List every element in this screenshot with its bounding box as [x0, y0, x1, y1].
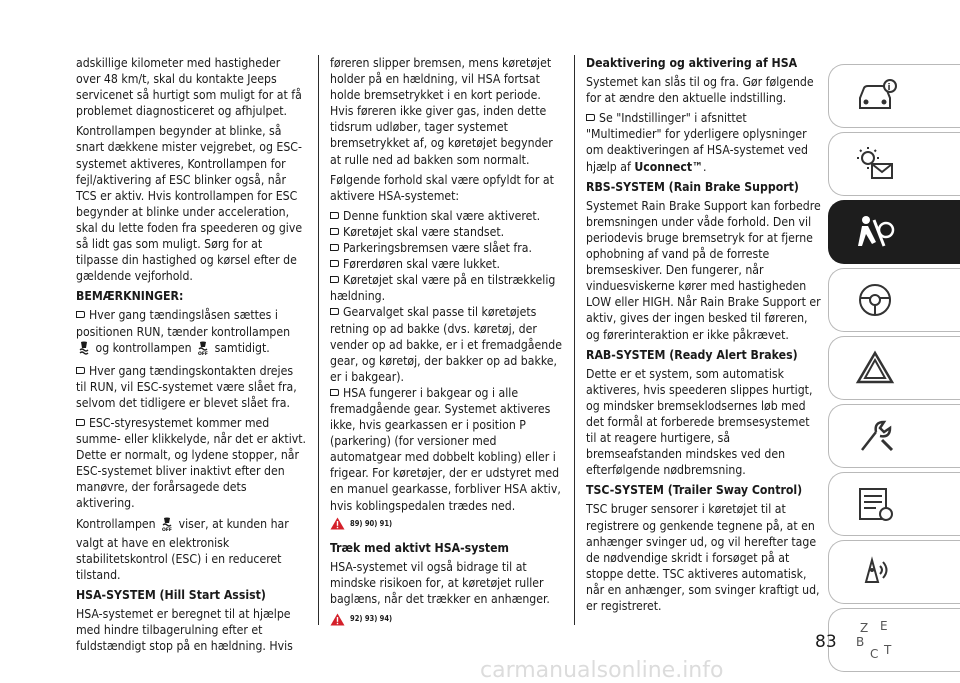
bullet-icon [76, 419, 85, 426]
paragraph: Følgende forhold skal være opfyldt for at aktivere HSA-systemet: [330, 172, 554, 203]
section-heading: TSC-SYSTEM (Trailer Sway Control) [586, 483, 803, 498]
paragraph: HSA-systemet er beregnet til at hjælpe med hindre tilbagerulning efter et fuldstændigt stop på en hældning. Hvis [76, 607, 293, 654]
bullet-item: Denne funktion skal være aktiveret. [330, 208, 562, 224]
chapter-tab-multimedia[interactable] [828, 540, 960, 604]
watermark: carmanualsonline.info [480, 658, 724, 683]
bullet-item: Køretøjet skal være standset. [330, 224, 562, 240]
text-column-1 [76, 55, 306, 658]
section-heading: HSA-SYSTEM (Hill Start Assist) [76, 587, 266, 602]
svg-text:OFF: OFF [162, 527, 173, 531]
safety-driver-airbag-icon [852, 212, 898, 252]
section-heading: Træk med aktivt HSA-system [330, 540, 509, 555]
bullet-item: Førerdøren skal være lukket. [330, 256, 562, 272]
warning-triangle-icon [330, 613, 345, 626]
bullet-icon [330, 389, 339, 396]
bullet-item: Køretøjet skal være på en tilstrækkelig hældning. [330, 273, 556, 304]
paragraph: Dette er et system, som automatisk aktiveres, hvis speederen slippes hurtigt, og mindsker bremseklodsernes løb med det formål at forberede bremsesystemet til at reagere hurtigere, så bremseafstanden mindskes ved den efterfølgende nødbremsning. [586, 366, 813, 478]
bullet-item: Se "Indstillinger" i afsnittet "Multimedier" for yderligere oplysninger om deaktiveringen af HSA-systemet ved hjælp af Uconnect™. [586, 111, 808, 174]
index-letter: T [883, 643, 891, 657]
bullet-icon [76, 367, 85, 374]
index-letter: B [855, 635, 864, 649]
index-letter: Z [859, 621, 868, 635]
paragraph: Systemet Rain Brake Support kan forbedre bremsningen under våde forhold. Den vil periodevis bruge bremsetryk for at fjerne ophobning af vand på de forreste bremseskiver. Den fungerer, når vinduesviskerne kører med hastigheden LOW eller HIGH. Når Rain Brake Support er aktiv, gives der ingen besked til føreren, og førerinteraktion er ikke påkrævet. [586, 198, 821, 342]
text-column-2 [330, 55, 562, 635]
index-letter: C [869, 647, 878, 661]
bullet-icon [330, 212, 339, 219]
bullet-icon [586, 114, 595, 121]
column-divider [574, 55, 575, 625]
chapter-tab-emergency[interactable] [828, 336, 960, 400]
chapter-tab-technical-data[interactable] [828, 472, 960, 536]
index-alphabet-icon [852, 618, 898, 662]
bullet-item: HSA fungerer i bakgear og i alle fremadgående gear. Systemet aktiveres ikke, hvis gearkassen er i position P (parkering) (for versioner med automatgear med dobbelt kobling) eller i frigear. For køretøjer, der er udstyret med en manuel gearkasse, forbliver HSA aktiv, hvis koblingspedalen trædes ned. [330, 385, 561, 513]
chapter-tab-dashboard[interactable] [828, 132, 960, 196]
bullet-item: Hver gang tændingskontakten drejes til RUN, vil ESC-systemet være slået fra, selvom det tidligere er blevet slået fra. [76, 363, 297, 410]
esc-off-warning-light-icon [78, 341, 90, 359]
bullet-icon [330, 260, 339, 267]
bullet-icon [330, 244, 339, 251]
column-divider [318, 55, 319, 625]
car-overview-icon [852, 76, 898, 116]
chapter-tab-car-overview[interactable] [828, 64, 960, 128]
paragraph: Systemet kan slås til og fra. Gør følgende for at ændre den aktuelle indstilling. [586, 75, 814, 106]
section-heading: Deaktivering og aktivering af HSA [586, 56, 798, 70]
starting-driving-icon [852, 280, 898, 320]
bullet-item: Gearvalget skal passe til køretøjets retning op ad bakke (dvs. køretøj, der vender op ad bakke, er i et fremadgående gear, og køretøj, der bakker op ad bakke, er i bakgear). [330, 305, 562, 384]
bullet-icon [330, 228, 339, 235]
chapter-tab-maintenance[interactable] [828, 404, 960, 468]
section-heading: RBS-SYSTEM (Rain Brake Support) [586, 179, 799, 194]
paragraph: Kontrollampen begynder at blinke, så snart dækkene mister vejgrebet, og ESC-systemet aktiveres, Kontrollampen for fejl/aktivering af ESC blinker også, når TCS er aktiv. Hvis kontrollampen for ESC begynder at blinke under acceleration, skal du lette foden fra speederen og give så lidt gas som muligt. Sørg for at tilpasse din hastighed og kørsel efter de gældende vejforhold. [76, 124, 303, 284]
paragraph: adskillige kilometer med hastigheder over 48 km/t, skal du kontakte Jeeps servicenet så hurtigt som muligt for at få problemet diagnosticeret og afhjulpet. [76, 56, 302, 119]
section-heading: RAB-SYSTEM (Ready Alert Brakes) [586, 347, 798, 362]
text-column-3 [586, 55, 822, 618]
paragraph: Kontrollampen OFF viser, at kunden har valgt at have en elektronisk stabilitetskontrol (ESC) i en reduceret tilstand. [76, 516, 289, 582]
dashboard-lights-icon [852, 144, 898, 184]
bullet-icon [330, 276, 339, 283]
svg-text:i: i [887, 83, 891, 93]
chapter-tab-safety[interactable] [828, 200, 960, 264]
bullet-item: ESC-styresystemet kommer med summe- eller klikkelyde, når det er aktivt. Dette er normalt, og lydene stopper, når ESC-systemet bliver inaktivt efter den manøvre, der forårsagede dets aktivering. [76, 415, 307, 511]
paragraph: TSC bruger sensorer i køretøjet til at registrere og genkende tegnene på, at en anhænger svinger ud, og vil herefter tage de nødvendige skridt i forsøget på at stoppe dette. TSC aktiveres automatisk, når en anhænger, som svinger kraftigt ud, er registreret. [586, 502, 820, 613]
warning-reference: 89) 90) 91) [330, 516, 562, 532]
bullet-icon [76, 311, 85, 318]
svg-text:OFF: OFF [198, 351, 209, 355]
bullet-icon [330, 308, 339, 315]
esc-warning-light-icon [197, 341, 209, 359]
multimedia-icon [852, 552, 898, 592]
index-letter: E [879, 619, 888, 633]
page-number: 83 [815, 632, 837, 652]
paragraph: HSA-systemet vil også bidrage til at mindske risikoen for, at køretøjet ruller baglæns, når det trækker en anhænger. [330, 559, 550, 606]
chapter-tab-starting-driving[interactable] [828, 268, 960, 332]
bullet-item: Parkeringsbremsen være slået fra. [330, 240, 562, 256]
warning-triangle-icon [330, 517, 345, 530]
paragraph: føreren slipper bremsen, mens køretøjet holder på en hældning, vil HSA fortsat holde bremsetrykket i en kort periode. Hvis føreren ikke giver gas, inden dette tidsrum udløber, tager systemet bremsetrykket af, og køretøjet begynder at rulle ned ad bakken som normalt. [330, 56, 553, 167]
maintenance-tools-icon [852, 416, 898, 456]
bullet-item: Hver gang tændingslåsen sættes i positionen RUN, tænder kontrollampen og kontrollampen OFF samtidigt. [76, 307, 306, 358]
notes-heading: BEMÆRKNINGER: [76, 289, 184, 304]
emergency-warning-icon [852, 348, 898, 388]
technical-data-icon [852, 484, 898, 524]
esc-off-warning-light-icon [161, 517, 173, 535]
warning-reference: 92) 93) 94) [330, 611, 562, 627]
chapter-tab-index[interactable] [828, 608, 960, 672]
